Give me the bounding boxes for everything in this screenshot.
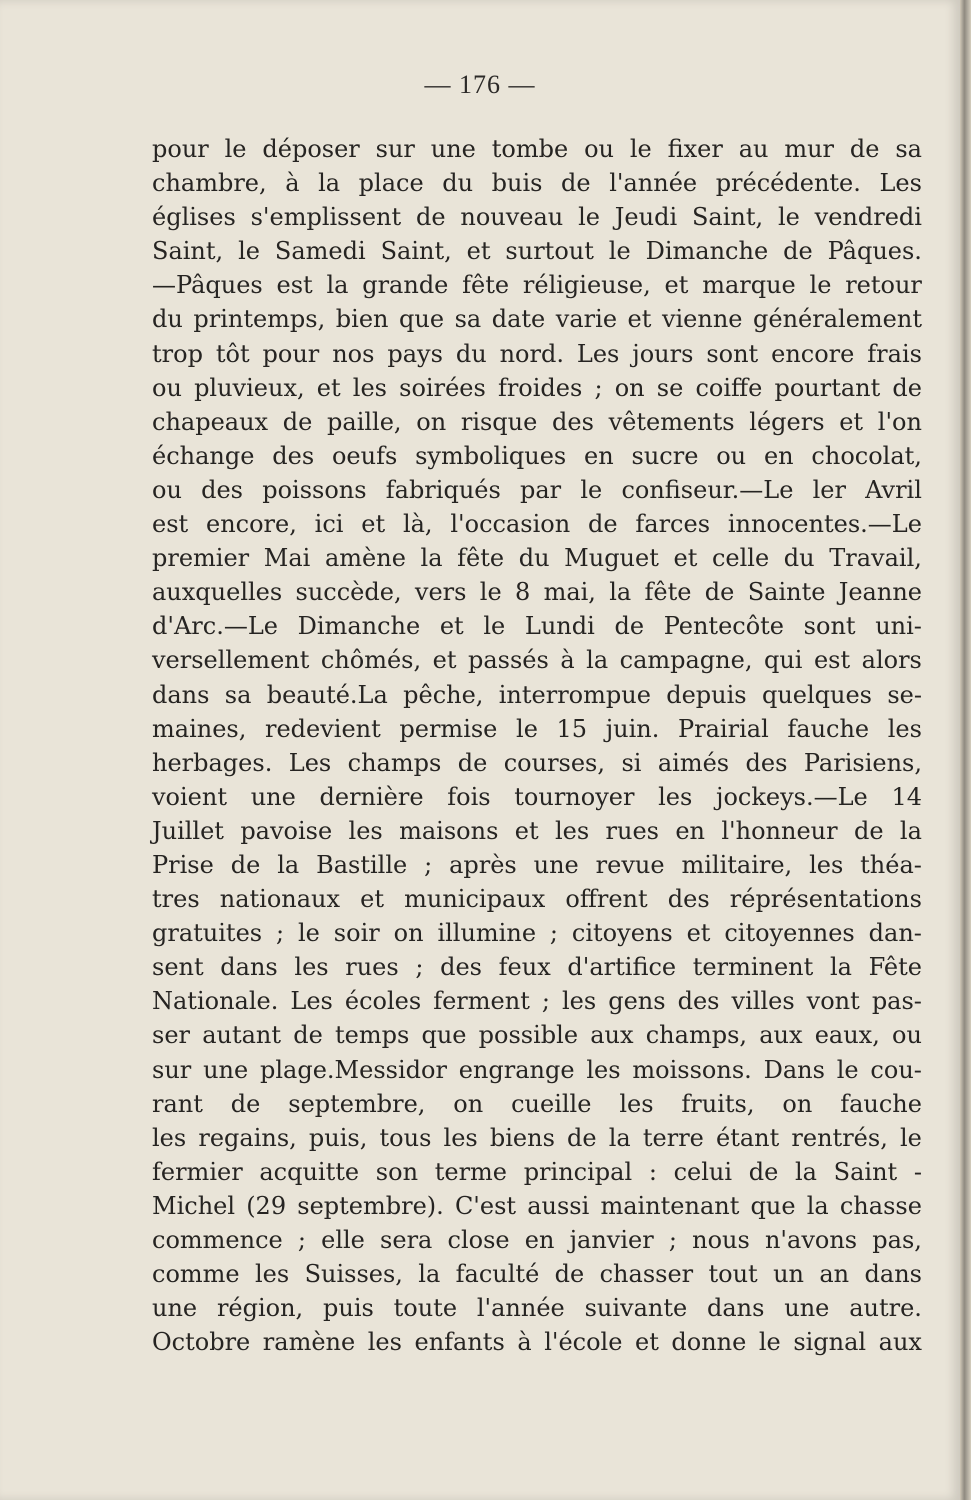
text-line: tres nationaux et municipaux offrent des réprésentations (152, 885, 922, 914)
text-line: Prise de la Bastille ; après une revue militaire, les théa- (152, 850, 922, 879)
text-line: —Pâques est la grande fête réligieuse, et marque le retour (152, 271, 922, 300)
text-line: voient une dernière fois tournoyer les jockeys.—Le 14 (152, 782, 922, 811)
text-line: herbages. Les champs de courses, si aimés des Parisiens, (152, 748, 922, 777)
text-line: auxquelles succède, vers le 8 mai, la fête de Sainte Jeanne (152, 578, 922, 607)
body-text (152, 132, 922, 1359)
page-number: — 176 — (424, 70, 536, 99)
text-line: chambre, à la place du buis de l'année précédente. Les (152, 169, 922, 198)
text-line: est encore, ici et là, l'occasion de farces innocentes.—Le (152, 510, 922, 539)
text-line: Octobre ramène les enfants à l'école et donne le signal aux (152, 1328, 922, 1357)
text-line: ou des poissons fabriqués par le confiseur.—Le ler Avril (152, 475, 922, 504)
text-line: ou pluvieux, et les soirées froides ; on se coiffe pourtant de (152, 373, 922, 402)
text-line: sur une plage.Messidor engrange les moissons. Dans le cou- (152, 1055, 922, 1084)
text-line: Michel (29 septembre). C'est aussi maintenant que la chasse (152, 1191, 922, 1220)
text-line: du printemps, bien que sa date varie et vienne généralement (152, 305, 922, 334)
text-line: Juillet pavoise les maisons et les rues en l'honneur de la (152, 816, 922, 845)
text-line: ser autant de temps que possible aux champs, aux eaux, ou (152, 1021, 922, 1050)
text-line: pour le déposer sur une tombe ou le fixer au mur de sa (152, 135, 922, 163)
text-line: Nationale. Les écoles ferment ; les gens des villes vont pas- (152, 987, 922, 1016)
text-line: maines, redevient permise le 15 juin. Prairial fauche les (152, 714, 922, 743)
text-line: fermier acquitte son terme principal : celui de la Saint - (152, 1157, 922, 1186)
text-line: dans sa beauté.La pêche, interrompue depuis quelques se- (152, 680, 922, 709)
text-line: gratuites ; le soir on illumine ; citoyens et citoyennes dan- (152, 919, 922, 948)
text-line: versellement chômés, et passés à la campagne, qui est alors (152, 646, 922, 675)
text-line: échange des oeufs symboliques en sucre ou en chocolat, (152, 441, 922, 470)
text-line: les regains, puis, tous les biens de la terre étant rentrés, le (152, 1123, 922, 1152)
text-line: chapeaux de paille, on risque des vêtements légers et l'on (152, 407, 922, 436)
text-line: sent dans les rues ; des feux d'artifice terminent la Fête (152, 953, 922, 982)
text-line: commence ; elle sera close en janvier ; nous n'avons pas, (152, 1226, 922, 1254)
text-line: premier Mai amène la fête du Muguet et celle du Travail, (152, 544, 922, 573)
page-edge (960, 0, 971, 1500)
text-line: Saint, le Samedi Saint, et surtout le Dimanche de Pâques. (152, 237, 922, 266)
text-line: églises s'emplissent de nouveau le Jeudi Saint, le vendredi (152, 203, 922, 232)
text-line: trop tôt pour nos pays du nord. Les jours sont encore frais (152, 339, 922, 368)
text-line: une région, puis toute l'année suivante dans une autre. (152, 1294, 922, 1323)
text-line: d'Arc.—Le Dimanche et le Lundi de Pentecôte sont uni- (152, 612, 922, 641)
text-line: rant de septembre, on cueille les fruits, on fauche (152, 1089, 922, 1118)
text-line: comme les Suisses, la faculté de chasser tout un an dans (152, 1260, 922, 1289)
